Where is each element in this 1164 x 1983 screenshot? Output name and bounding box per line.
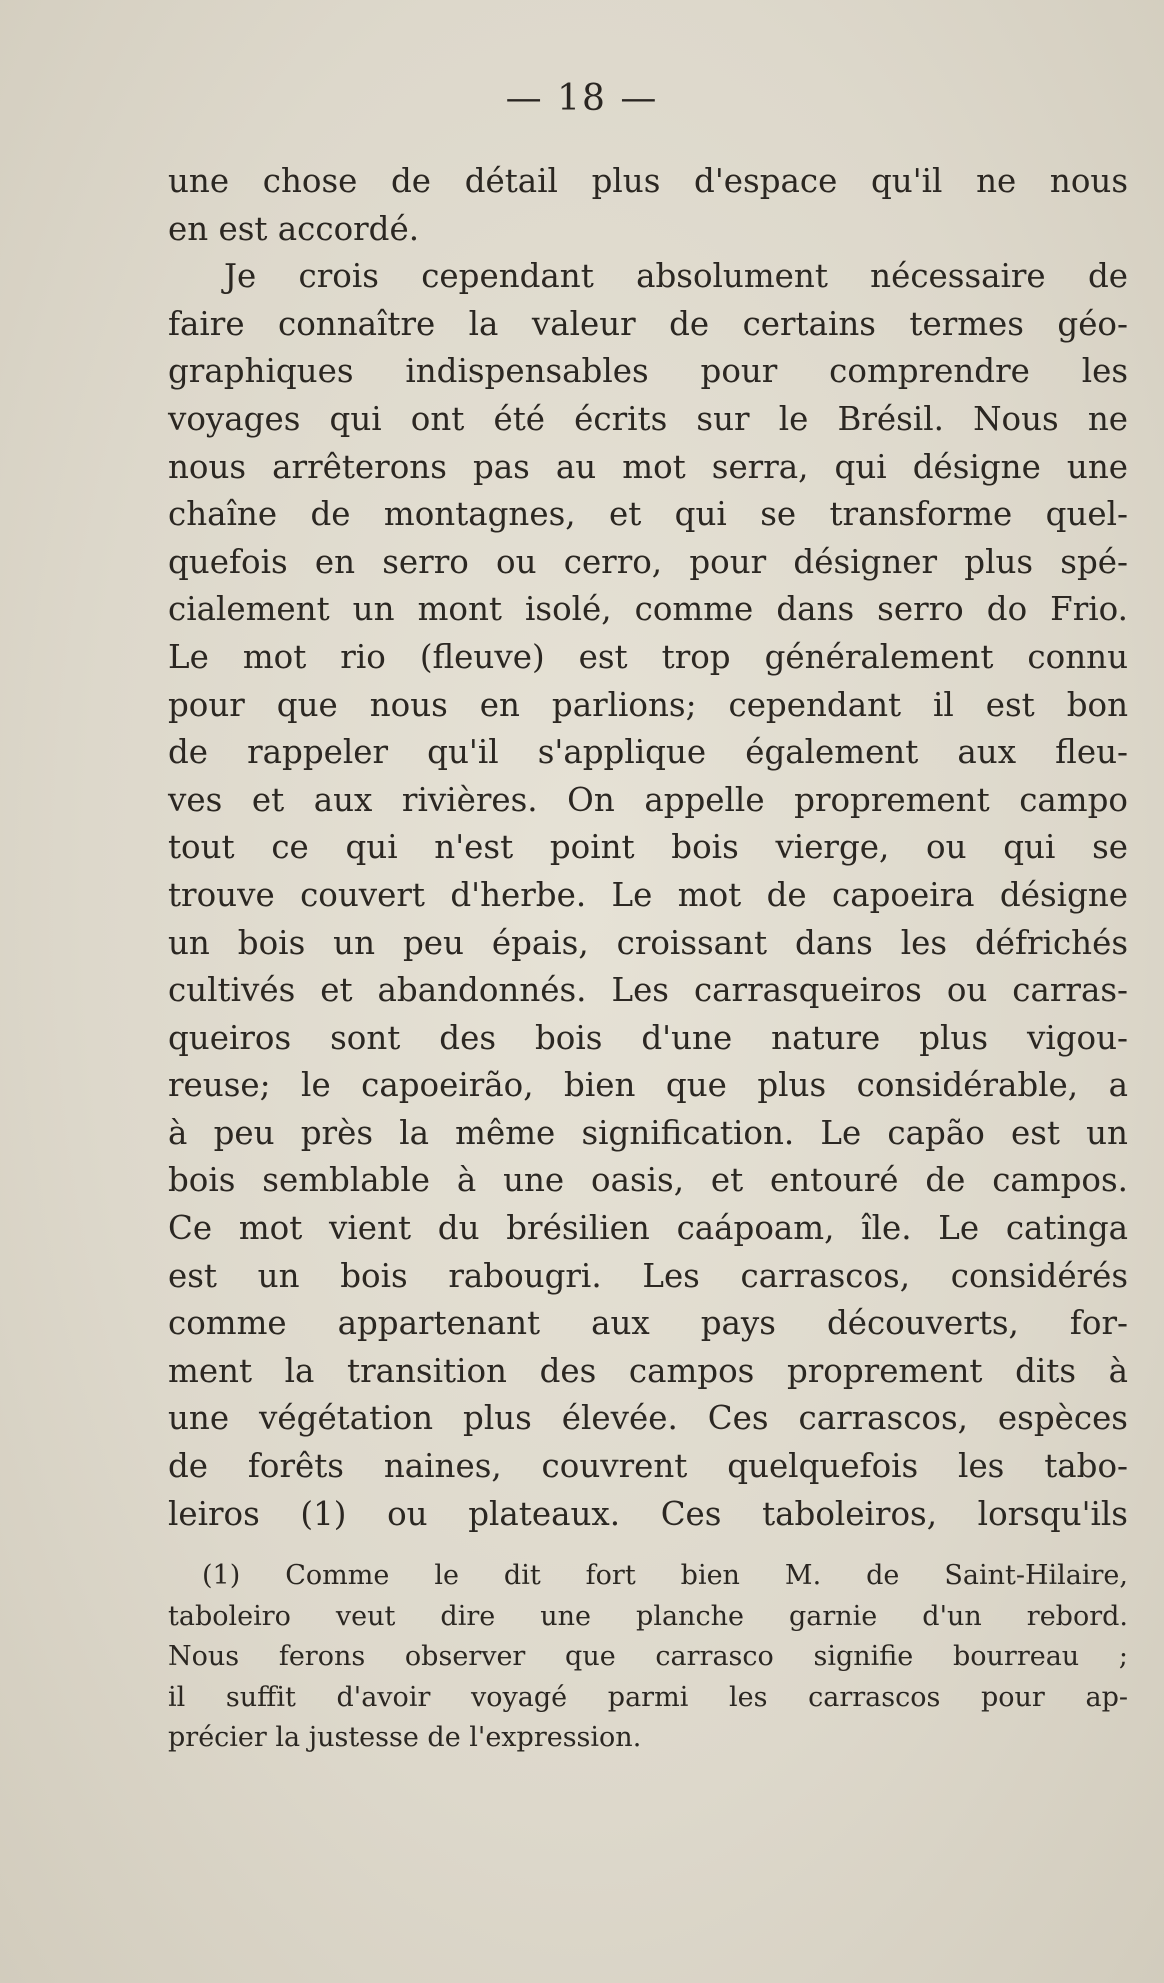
- body-text: [168, 158, 1128, 1538]
- text-line: à peu près la même signification. Le capão est un: [168, 1113, 1128, 1152]
- text-line: reuse; le capoeirão, bien que plus considérable, a: [168, 1066, 1128, 1105]
- footnote-line: taboleiro veut dire une planche garnie d'un rebord.: [168, 1600, 1128, 1632]
- text-line: chaîne de montagnes, et qui se transforme quel-: [168, 495, 1128, 534]
- text-line: de rappeler qu'il s'applique également aux fleu-: [168, 733, 1128, 772]
- text-line: quefois en serro ou cerro, pour désigner plus spé-: [168, 542, 1128, 581]
- text-line: cultivés et abandonnés. Les carrasqueiros ou carras-: [168, 971, 1128, 1010]
- text-line: une chose de détail plus d'espace qu'il ne nous: [168, 162, 1128, 200]
- text-line: bois semblable à une oasis, et entouré de campos.: [168, 1161, 1128, 1200]
- text-line: comme appartenant aux pays découverts, for-: [168, 1304, 1128, 1343]
- text-line: leiros (1) ou plateaux. Ces taboleiros, lorsqu'ils: [168, 1494, 1128, 1533]
- text-line: en est accordé.: [168, 209, 420, 248]
- footnote-line: il suffit d'avoir voyagé parmi les carrascos pour ap-: [168, 1681, 1128, 1713]
- text-line: faire connaître la valeur de certains termes géo-: [168, 304, 1128, 343]
- text-line: un bois un peu épais, croissant dans les défrichés: [168, 923, 1128, 962]
- text-line: nous arrêterons pas au mot serra, qui désigne une: [168, 447, 1128, 486]
- page-number: — 18 —: [505, 78, 659, 119]
- footnote-line: (1) Comme le dit fort bien M. de Saint-Hilaire,: [202, 1560, 1128, 1591]
- text-line: est un bois rabougri. Les carrascos, considérés: [168, 1256, 1128, 1295]
- text-line: une végétation plus élevée. Ces carrascos, espèces: [168, 1399, 1128, 1438]
- text-line: voyages qui ont été écrits sur le Brésil. Nous ne: [168, 399, 1128, 438]
- text-line: pour que nous en parlions; cependant il est bon: [168, 685, 1128, 724]
- text-line: tout ce qui n'est point bois vierge, ou qui se: [168, 828, 1128, 867]
- footnote-line: Nous ferons observer que carrasco signifie bourreau ;: [168, 1641, 1128, 1672]
- footnote-line: précier la justesse de l'expression.: [168, 1722, 642, 1753]
- text-line: Ce mot vient du brésilien caápoam, île. Le catinga: [168, 1209, 1128, 1248]
- text-line: Je crois cependant absolument nécessaire de: [224, 257, 1128, 296]
- text-line: trouve couvert d'herbe. Le mot de capoeira désigne: [168, 875, 1128, 914]
- text-line: ment la transition des campos proprement dits à: [168, 1351, 1128, 1390]
- footnote: [168, 1556, 1128, 1759]
- text-line: ves et aux rivières. On appelle proprement campo: [168, 780, 1128, 819]
- text-line: queiros sont des bois d'une nature plus vigou-: [168, 1018, 1128, 1057]
- text-line: de forêts naines, couvrent quelquefois les tabo-: [168, 1447, 1128, 1486]
- text-line: cialement un mont isolé, comme dans serro do Frio.: [168, 590, 1128, 629]
- text-line: Le mot rio (fleuve) est trop généralement connu: [168, 637, 1128, 676]
- text-line: graphiques indispensables pour comprendre les: [168, 352, 1128, 391]
